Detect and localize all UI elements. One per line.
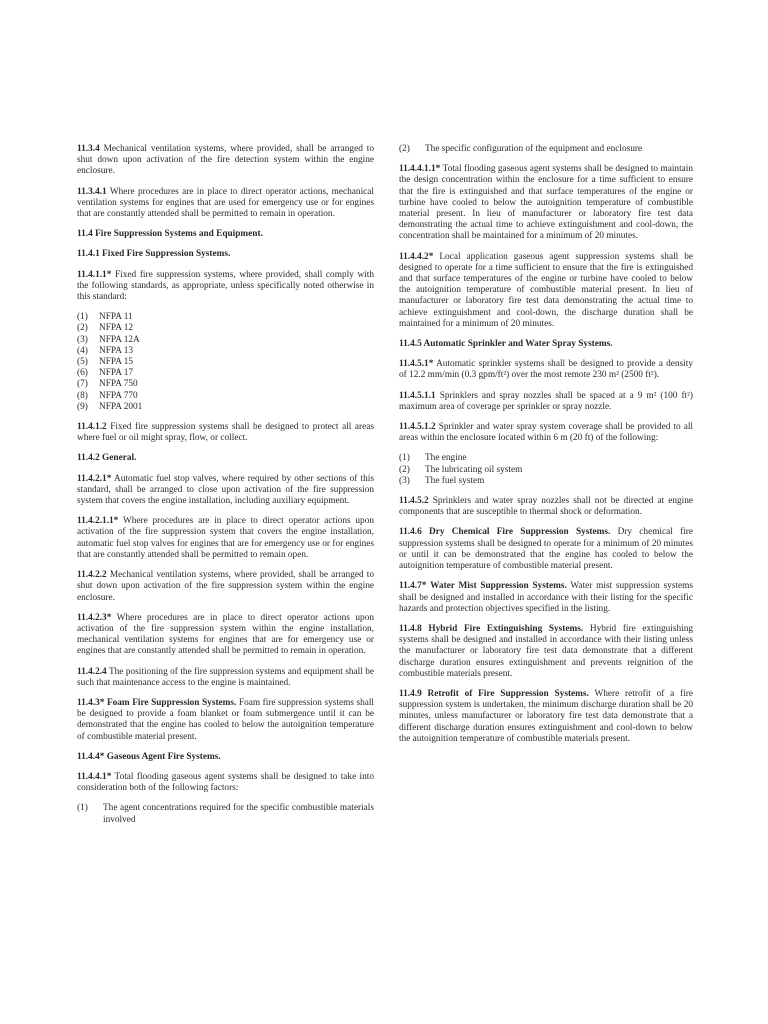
- list-item-text: The agent concentrations required for the specific combustible materials involved: [103, 803, 374, 825]
- section-number: 11.4.1.1*: [77, 269, 112, 280]
- paragraph-11-3-4-1: [77, 187, 374, 221]
- paragraph-text: Foam fire suppression systems shall be designed to provide a foam blanket or foam submergence until it can be demonstrated that the engine has cooled to below the autoignition temperature of combustible material present.: [77, 697, 375, 742]
- paragraph-11-4-6: [399, 527, 693, 572]
- paragraph-11-4-1-2: [77, 422, 374, 444]
- list-item-number: (1): [77, 803, 88, 814]
- section-number: 11.3.4.1: [77, 186, 107, 197]
- standards-list: [77, 312, 374, 413]
- list-item-number: (6): [77, 368, 88, 379]
- paragraph-text: Where procedures are in place to direct operator actions upon activation of the fire suppression system within the engine installation, mechanical ventilation systems for engines that are for emergency use or engines that are constantly attended shall be permitted to remain in operation.: [77, 612, 374, 657]
- coverage-areas-list: [399, 453, 693, 487]
- section-number: 11.4.6: [399, 527, 422, 538]
- section-number: 11.4.5.2: [399, 496, 429, 507]
- list-item: [77, 312, 374, 323]
- paragraph-text: Mechanical ventilation systems, where provided, shall be arranged to shut down upon activation of the fire detection system within the engine enclosure.: [77, 144, 374, 177]
- paragraph-11-3-4: [77, 144, 374, 178]
- list-item: [77, 346, 374, 357]
- paragraph-11-4-2-1: [77, 474, 374, 508]
- section-number: 11.4.2.1.1*: [77, 516, 119, 527]
- list-item-text: The specific configuration of the equipment and enclosure: [425, 144, 643, 154]
- section-number: 11.4.2.1*: [77, 473, 112, 484]
- section-number: 11.4.5.1.2: [399, 422, 436, 433]
- paragraph-text: Dry chemical fire suppression systems shall be designed to operate for a minimum of 20 minutes or until it can be demonstrated that the engine has cooled to below the autoignition temperature of combustible material present.: [399, 527, 694, 572]
- paragraph-11-4-4-2: [399, 252, 693, 330]
- paragraph-text: Total flooding gaseous agent systems shall be designed to maintain the design concentration within the enclosure for a time sufficient to ensure that the fire is extinguished and that surface temperatures of the engine or turbine have cooled to below the autoignition temperature of combustible material present. In lieu of manufacturer or laboratory fire test data demonstrating the actual time to achieve extinguishment and cool-down, the concentration shall be maintained for a minimum of 20 minutes.: [399, 164, 694, 242]
- heading-11-4-2: 11.4.2 General.: [77, 453, 137, 464]
- paragraph-text: Sprinklers and water spray nozzles shall not be directed at engine components that are susceptible to thermal shock or deformation.: [399, 496, 694, 518]
- paragraph-text: Fixed fire suppression systems shall be designed to protect all areas where fuel or oil might spray, flow, or collect.: [77, 422, 374, 444]
- list-item-text: The lubricating oil system: [425, 464, 523, 475]
- paragraph-11-4-3: [77, 698, 374, 743]
- list-item-text: NFPA 15: [99, 357, 134, 368]
- paragraph-text: Local application gaseous agent suppression systems shall be designed to operate for a time sufficient to ensure that the fire is extinguished and that surface temperatures of the engine or turbine have cooled to below the autoignition temperature of combustible material present. In lieu of manufacturer or laboratory fire test data demonstrating the actual time to achieve extinguishment and cool-down, the discharge duration shall be maintained for a minimum of 20 minutes.: [399, 251, 694, 329]
- list-item: [399, 465, 693, 476]
- heading-11-4-5: 11.4.5 Automatic Sprinkler and Water Spray Systems.: [399, 339, 613, 350]
- paragraph-11-4-2-2: [77, 570, 374, 604]
- list-item-text: NFPA 12A: [99, 334, 140, 345]
- section-heading: Foam Fire Suppression Systems.: [106, 697, 237, 708]
- paragraph-11-4-5-2: [399, 496, 693, 518]
- list-item-text: NFPA 2001: [99, 401, 143, 412]
- paragraph-text: Fixed fire suppression systems, where provided, shall comply with the following standards, as appropriate, unless specifically noted otherwise in this standard:: [77, 269, 374, 303]
- paragraph-11-4-2-4: [77, 667, 374, 689]
- paragraph-text: Sprinklers and spray nozzles shall be spaced at a 9 m² (100 ft²) maximum area of coverage per sprinkler or spray nozzle.: [399, 390, 694, 412]
- heading-11-4-4: 11.4.4* Gaseous Agent Fire Systems.: [77, 751, 221, 762]
- list-item-text: NFPA 11: [99, 312, 133, 323]
- list-item: [399, 453, 693, 464]
- list-item: [399, 476, 693, 487]
- list-item-number: (7): [77, 379, 88, 390]
- list-item-number: (1): [77, 312, 88, 323]
- paragraph-11-4-5-1-1: [399, 391, 693, 413]
- section-number: 11.3.4: [77, 144, 100, 154]
- section-number: 11.4.5.1*: [399, 359, 434, 370]
- right-column: [399, 144, 693, 754]
- section-number: 11.4.9: [399, 688, 422, 699]
- section-number: 11.4.2.2: [77, 570, 107, 581]
- paragraph-text: Water mist suppression systems shall be designed and installed in accordance with their listing for the specific hazards and protection objectives specified in the listing.: [399, 581, 693, 614]
- list-item-number: (3): [77, 334, 88, 345]
- list-item: [77, 402, 374, 413]
- list-item: [77, 335, 374, 346]
- list-item-number: (9): [77, 401, 88, 412]
- list-item-number: (4): [77, 345, 88, 356]
- paragraph-text: Automatic sprinkler systems shall be designed to provide a density of 12.2 mm/min (0.3 gpm/ft²) over the most remote 230 m² (2500 ft²).: [399, 359, 693, 381]
- list-item: [77, 357, 374, 368]
- list-item: [77, 803, 374, 825]
- list-item: [77, 368, 374, 379]
- section-number: 11.4.2.4: [77, 666, 107, 677]
- list-item-text: The engine: [425, 453, 467, 464]
- paragraph-11-4-4-1-1: [399, 164, 693, 242]
- paragraph-text: Mechanical ventilation systems, where provided, shall be arranged to shut down upon activation of the fire suppression system within the engine enclosure.: [77, 570, 374, 603]
- paragraph-text: Total flooding gaseous agent systems shall be designed to take into consideration both of the following factors:: [77, 771, 375, 794]
- section-number: 11.4.8: [399, 623, 422, 634]
- section-number: 11.4.4.1*: [77, 771, 112, 782]
- factors-list: [77, 803, 374, 825]
- paragraph-11-4-5-1-2: [399, 422, 693, 444]
- section-heading: Hybrid Fire Extinguishing Systems.: [428, 623, 584, 634]
- section-number: 11.4.4.1.1*: [399, 164, 441, 175]
- paragraph-text: Hybrid fire extinguishing systems shall be designed and installed in accordance with their listing unless the manufacturer or laboratory fire test data demonstrate that a different discharge duration ensures extinguishment and prevents reignition of the combustible materials present.: [399, 623, 693, 679]
- list-item-number: (5): [77, 357, 88, 368]
- paragraph-11-4-2-3: [77, 613, 374, 658]
- heading-11-4: 11.4 Fire Suppression Systems and Equipment.: [77, 229, 263, 240]
- paragraph-11-4-1-1: [77, 270, 374, 304]
- list-item-text: NFPA 770: [99, 390, 138, 401]
- section-number: 11.4.1.2: [77, 422, 107, 433]
- list-item-text: NFPA 17: [99, 368, 134, 379]
- section-heading: Water Mist Suppression Systems.: [430, 581, 567, 592]
- list-item-text: NFPA 13: [99, 345, 134, 356]
- list-item-text: The fuel system: [425, 475, 485, 486]
- section-number: 11.4.5.1.1: [399, 390, 436, 401]
- list-item: [77, 391, 374, 402]
- section-number: 11.4.4.2*: [399, 251, 434, 262]
- paragraph-11-4-4-1: [77, 772, 374, 794]
- list-item-text: NFPA 12: [99, 323, 134, 334]
- paragraph-text: Where retrofit of a fire suppression system is undertaken, the minimum discharge duration shall be 20 minutes, unless manufacturer or laboratory fire test data demonstrate that a different discharge duration ensures extinguishment and cool-down to below the autoignition temperature of combustible materials present.: [399, 688, 693, 744]
- paragraph-11-4-2-1-1: [77, 516, 374, 561]
- left-column: [77, 144, 374, 835]
- paragraph-11-4-7: [399, 581, 693, 615]
- list-item-number: (2): [399, 144, 410, 154]
- list-item: [399, 144, 693, 155]
- list-item-number: (2): [77, 323, 88, 334]
- section-heading: Retrofit of Fire Suppression Systems.: [427, 688, 589, 699]
- paragraph-text: Where procedures are in place to direct operator actions, mechanical ventilation systems for engines that are used for emergency use or for engines that are constantly attended shall be permitted to remain in operation.: [77, 186, 375, 220]
- paragraph-11-4-5-1: [399, 359, 693, 381]
- list-item-number: (2): [399, 464, 410, 475]
- section-number: 11.4.7*: [399, 581, 427, 592]
- paragraph-text: Sprinkler and water spray system coverage shall be provided to all areas within the enclosure located within 6 m (20 ft) of the following:: [399, 422, 694, 444]
- section-heading: Dry Chemical Fire Suppression Systems.: [429, 527, 611, 538]
- paragraph-11-4-8: [399, 624, 693, 680]
- list-item: [77, 379, 374, 390]
- list-item-text: NFPA 750: [99, 379, 138, 390]
- list-item: [77, 323, 374, 334]
- section-number: 11.4.2.3*: [77, 612, 112, 623]
- heading-11-4-1: 11.4.1 Fixed Fire Suppression Systems.: [77, 249, 231, 260]
- paragraph-text: Where procedures are in place to direct operator actions upon activation of the fire suppression system that covers the engine installation, automatic fuel stop valves for engines that are for emergency use or for engines that are constantly attended shall be permitted to remain open.: [77, 516, 375, 560]
- section-number: 11.4.3*: [77, 697, 105, 708]
- paragraph-text: Automatic fuel stop valves, where required by other sections of this standard, shall be arranged to close upon activation of the fire suppression system that covers the engine installation, including auxiliary equipment.: [77, 473, 374, 507]
- list-item-number: (8): [77, 390, 88, 401]
- factors-list-continued: [399, 144, 693, 155]
- list-item-number: (1): [399, 453, 410, 464]
- paragraph-text: The positioning of the fire suppression systems and equipment shall be such that maintenance access to the engine is maintained.: [77, 666, 375, 688]
- list-item-number: (3): [399, 475, 410, 486]
- paragraph-11-4-9: [399, 689, 693, 745]
